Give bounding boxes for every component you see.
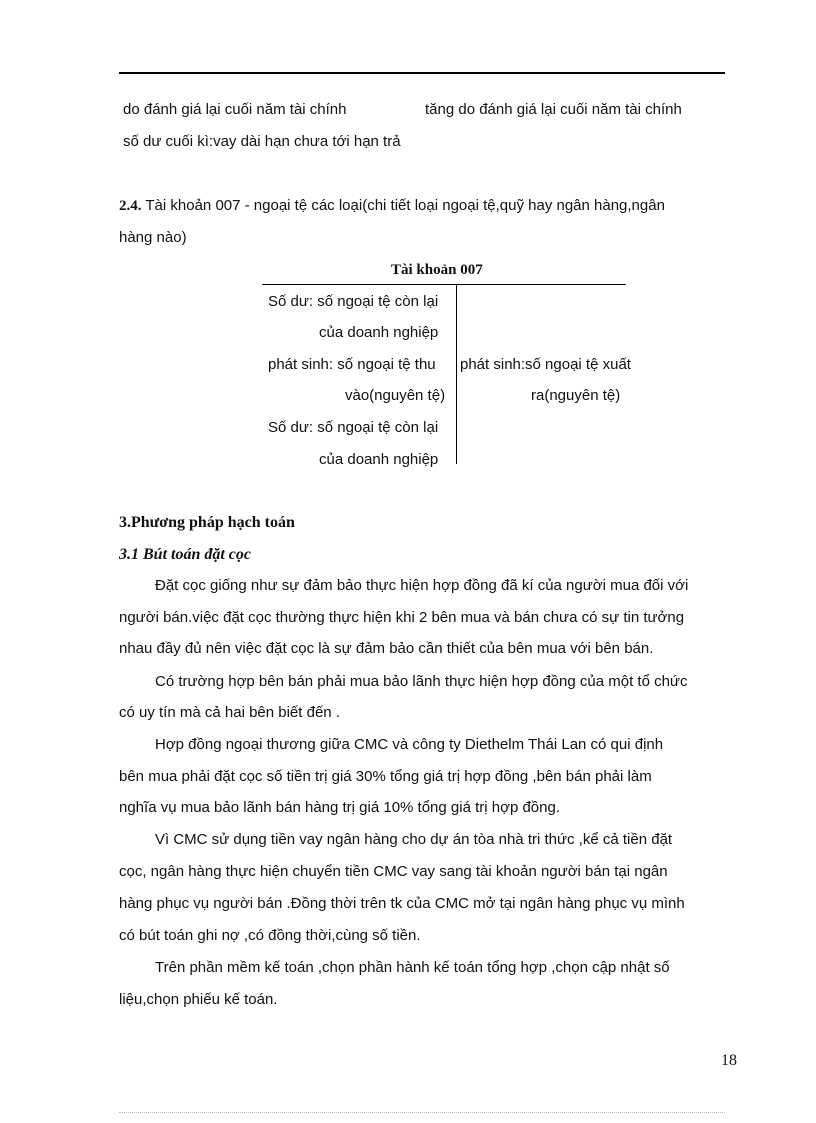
t-account-credit-line: ra(nguyên tệ)	[531, 387, 621, 404]
carry-line-2: số dư cuối kì:vay dài hạn chưa tới hạn trả	[123, 133, 401, 150]
t-account-debit-line: vào(nguyên tệ)	[345, 387, 446, 404]
section-2-4-line-2: hàng nào)	[119, 229, 187, 246]
t-account-debit-line: của doanh nghiệp	[319, 324, 439, 341]
t-account-debit-line: Số dư: số ngoại tệ còn lại	[268, 419, 439, 436]
t-account-horizontal-rule	[262, 284, 626, 285]
footer-dotted-rule	[119, 1112, 725, 1113]
paragraph-line: cọc, ngân hàng thực hiện chuyển tiền CMC vay sang tài khoản người bán tại ngân	[119, 863, 668, 880]
t-account-vertical-rule	[456, 284, 457, 464]
paragraph-line: nhau đầy đủ nên việc đặt cọc là sự đảm bảo cần thiết của bên mua với bên bán.	[119, 640, 654, 657]
carry-line-1-right: tăng do đánh giá lại cuối năm tài chính	[425, 101, 682, 118]
paragraph-line: Có trường hợp bên bán phải mua bảo lãnh thực hiện hợp đồng của một tổ chức	[155, 673, 688, 690]
carry-line-1-left: do đánh giá lại cuối năm tài chính	[123, 101, 347, 118]
t-account-debit-line: phát sinh: số ngoại tệ thu	[268, 356, 436, 373]
paragraph-line: bên mua phải đặt cọc số tiền trị giá 30% tổng giá trị hợp đồng ,bên bán phải làm	[119, 768, 652, 785]
t-account-title: Tài khoản 007	[391, 262, 483, 278]
paragraph-line: hàng phục vụ người bán .Đồng thời trên tk của CMC mở tại ngân hàng phục vụ mình	[119, 895, 685, 912]
header-rule	[119, 72, 725, 74]
t-account-debit-line: Số dư: số ngoại tệ còn lại	[268, 293, 439, 310]
section-3-1-subheading: 3.1 Bút toán đặt cọc	[119, 546, 252, 563]
section-3-heading: 3.Phương pháp hạch toán	[119, 514, 295, 531]
paragraph-line: người bán.việc đặt cọc thường thực hiện khi 2 bên mua và bán chưa có sự tin tưởng	[119, 609, 685, 626]
page-number: 18	[721, 1052, 737, 1069]
paragraph-line: Trên phần mềm kế toán ,chọn phần hành kế toán tổng hợp ,chọn cập nhật số	[155, 959, 670, 976]
paragraph-line: Đặt cọc giống như sự đảm bảo thực hiện hợp đồng đã kí của người mua đối với	[155, 577, 689, 594]
section-2-4-line-1	[119, 196, 665, 216]
paragraph-line: có uy tín mà cả hai bên biết đến .	[119, 704, 340, 721]
t-account-credit-line: phát sinh:số ngoại tệ xuất	[460, 356, 631, 373]
paragraph-line: có bút toán ghi nợ ,có đồng thời,cùng số tiền.	[119, 927, 421, 944]
t-account-debit-line: của doanh nghiệp	[319, 451, 439, 468]
paragraph-line: Vì CMC sử dụng tiền vay ngân hàng cho dự án tòa nhà tri thức ,kể cả tiền đặt	[155, 831, 673, 848]
paragraph-line: liệu,chọn phiếu kế toán.	[119, 991, 278, 1008]
section-2-4-text: Tài khoản 007 - ngoại tệ các loại(chi tiết loại ngoại tệ,quỹ hay ngân hàng,ngân	[141, 197, 665, 214]
paragraph-line: Hợp đồng ngoại thương giữa CMC và công ty Diethelm Thái Lan có qui định	[155, 736, 664, 753]
paragraph-line: nghĩa vụ mua bảo lãnh bán hàng trị giá 10% tổng giá trị hợp đồng.	[119, 799, 560, 816]
section-number: 2.4.	[119, 198, 142, 214]
